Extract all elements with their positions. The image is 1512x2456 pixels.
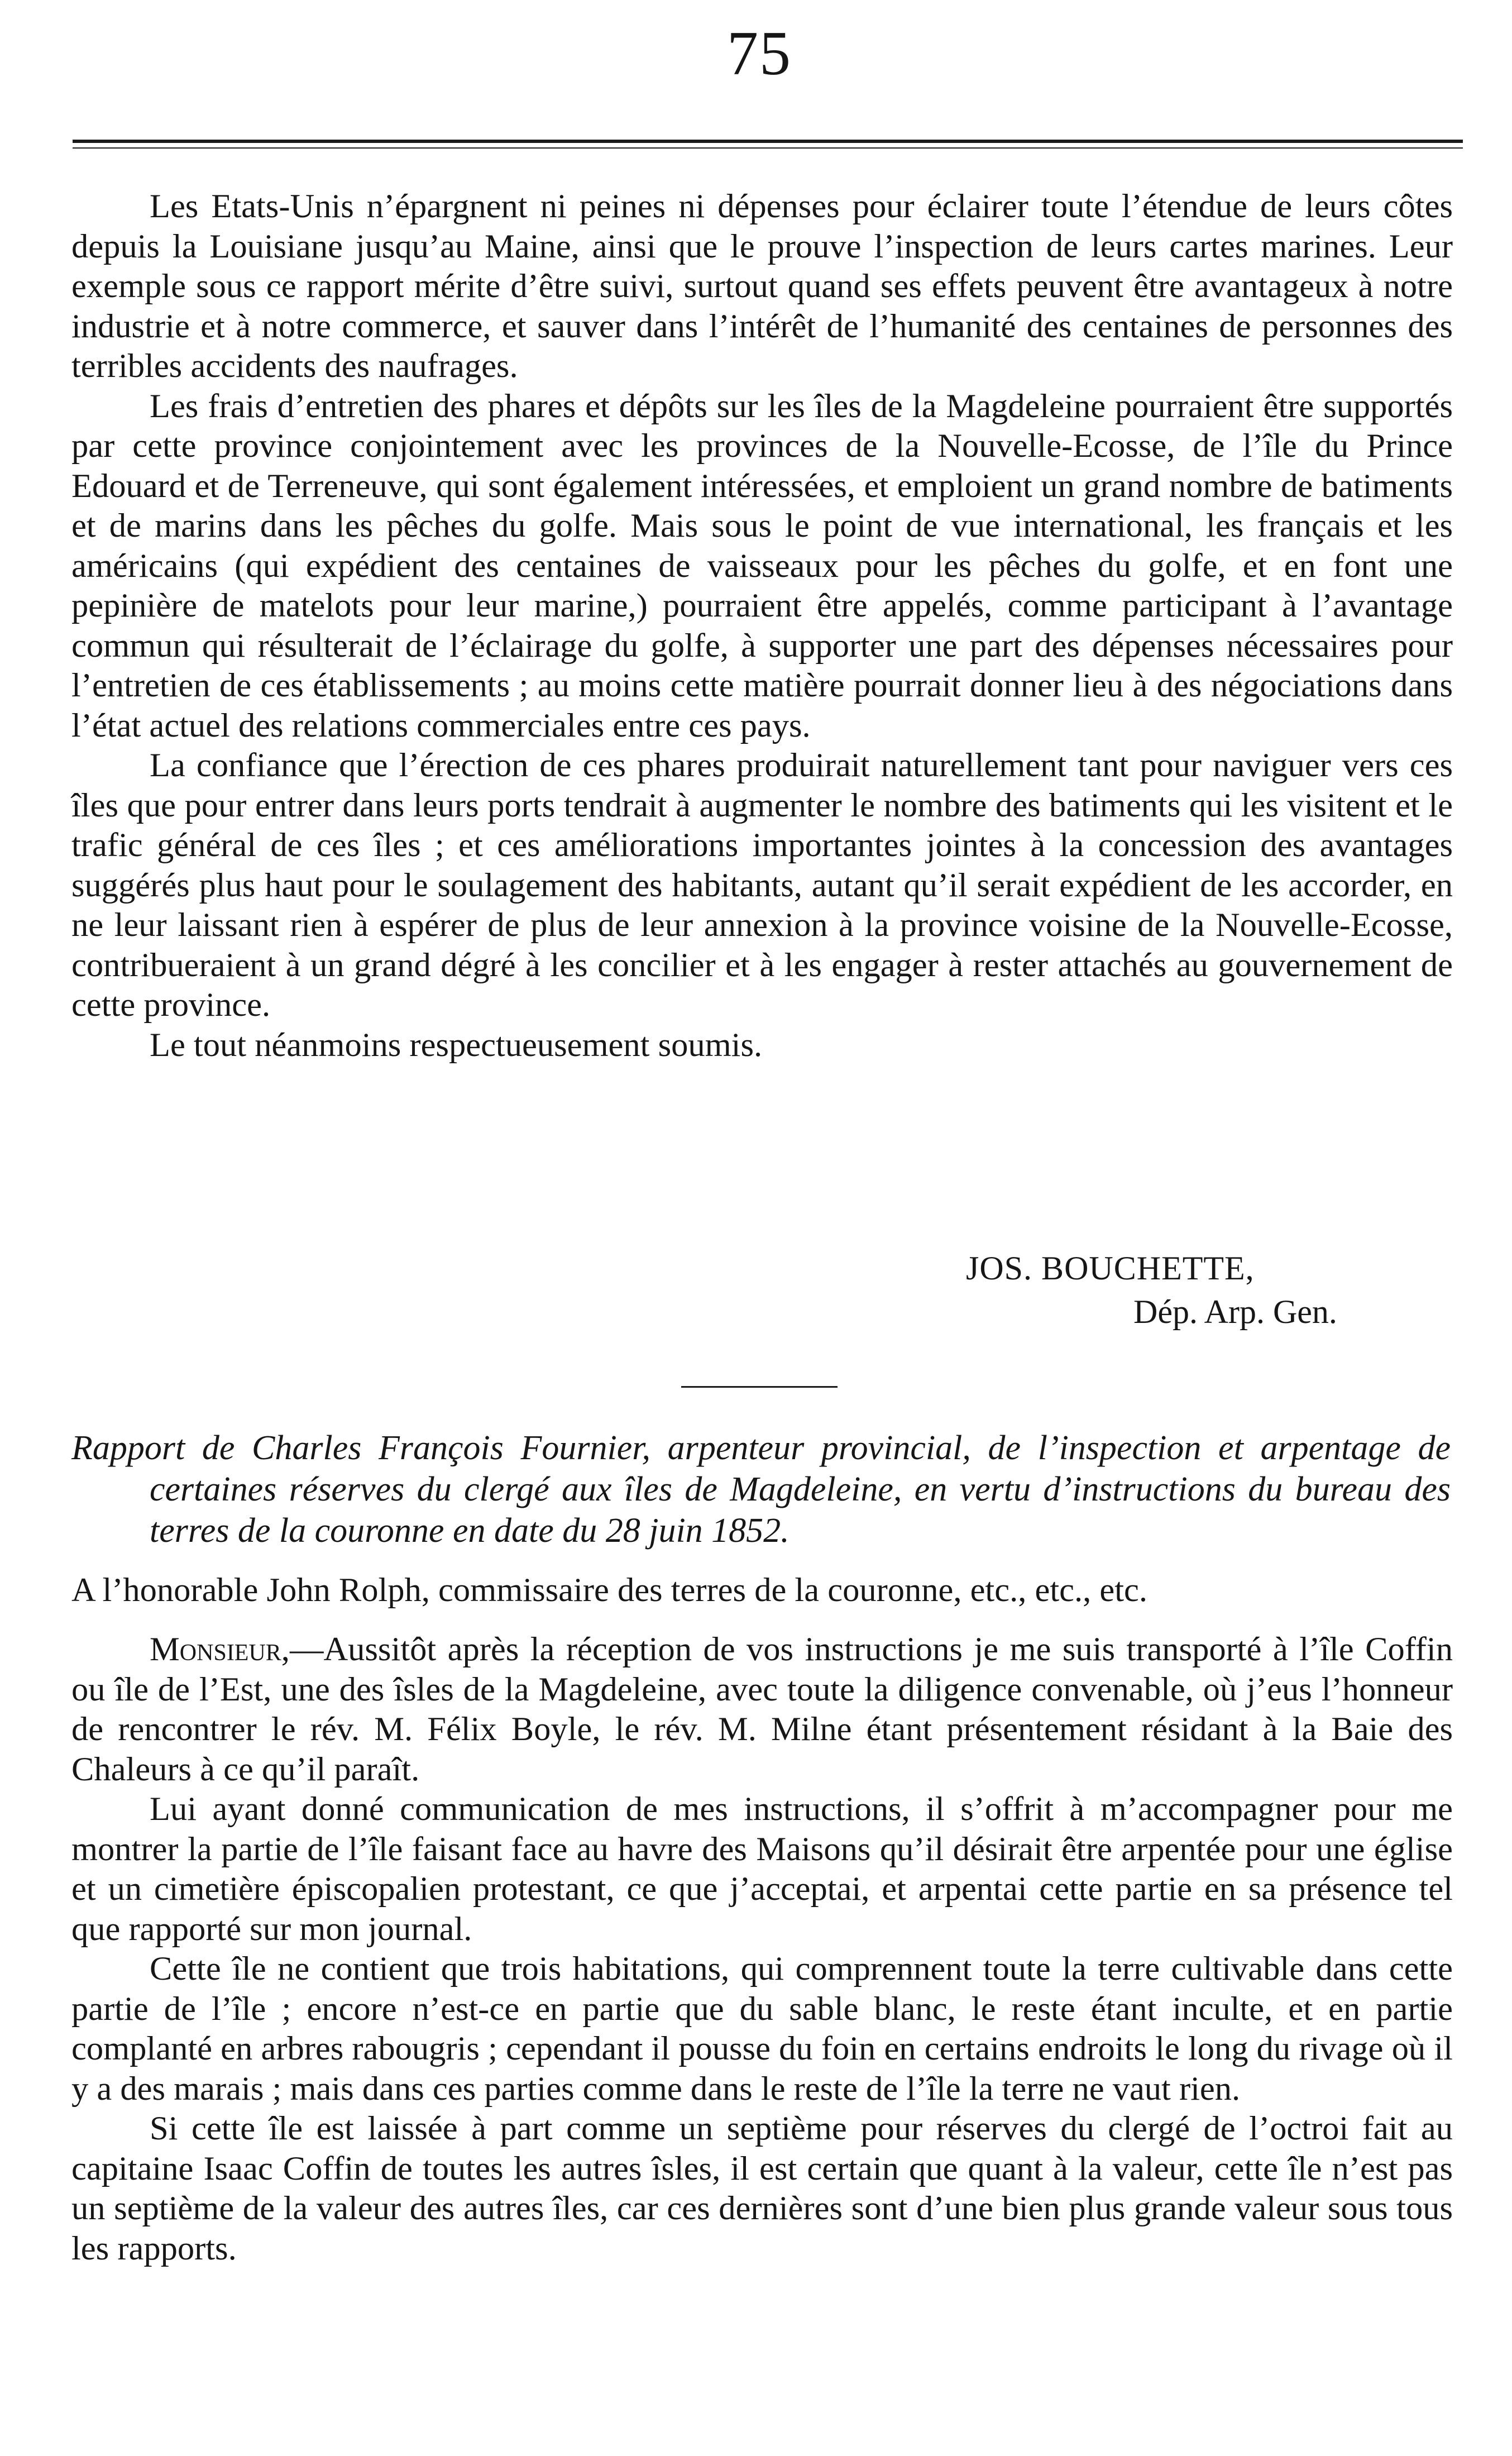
paragraph: Les Etats-Unis n’épargnent ni peines ni dépenses pour éclairer toute l’étendue de leurs côtes depuis la Louisiane jusqu’au Maine, ainsi que le prouve l’inspection de leurs cartes marines. Leur exemple sous ce rapport mérite d’être suivi, surtout quand ses effets peuvent être avantageux à notre industrie et à notre commerce, et sauver dans l’intérêt de l’humanité des centaines de personnes des terribles accidents des naufrages. — [71, 188, 1453, 385]
header-rule-thick — [73, 140, 1463, 143]
paragraph — [71, 1630, 1453, 1789]
section-divider — [681, 1386, 838, 1388]
page-number: 75 — [727, 19, 792, 88]
paragraph: Le tout néanmoins respectueusement soumis. — [150, 1026, 763, 1064]
paragraph: Les frais d’entretien des phares et dépôts sur les îles de la Magdeleine pourraient être supportés par cette province conjointement avec les provinces de la Nouvelle-Ecosse, de l’île du Prince Edouard et de Terreneuve, qui sont également intéressées, et emploient un grand nombre de batiments et de marins dans les pêches du golfe. Mais sous le point de vue international, les français et les américains (qui expédient des centaines de vaisseaux pour les pêches du golfe, et en font une pepinière de matelots pour leur marine,) pourraient être appelés, comme participant à l’avantage commun qui résulterait de l’éclairage du golfe, à supporter une part des dépenses nécessaires pour l’entretien de ces établissements ; au moins cette matière pourrait donner lieu à des négociations dans l’état actuel des relations commerciales entre ces pays. — [71, 387, 1453, 744]
paragraph: Si cette île est laissée à part comme un septième pour réserves du clergé de l’octroi fait au capitaine Isaac Coffin de toutes les autres îsles, il est certain que quant à la valeur, cette île n’est pas un septième de la valeur des autres îles, car ces dernières sont d’une bien plus grande valeur sous tous les rapports. — [71, 2110, 1453, 2267]
paragraph-text: —Aussitôt après la réception de vos instructions je me suis transporté à l’île Coffin ou île de l’Est, une des îsles de la Magdeleine, avec toute la diligence convenable, où j’eus l’honneur de rencontrer le rév. M. Félix Boyle, le rév. M. Milne étant présentement résidant à la Baie des Chaleurs à ce qu’il paraît. — [71, 1631, 1453, 1788]
signature-title: Dép. Arp. Gen. — [1133, 1293, 1337, 1330]
paragraph: Lui ayant donné communication de mes instructions, il s’offrit à m’accompagner pour me montrer la partie de l’île faisant face au havre des Maisons qu’il désirait être arpentée pour une église et un cimetière épiscopalien protestant, ce que j’acceptai, et arpentai cette partie en sa présence tel que rapporté sur mon journal. — [71, 1790, 1453, 1948]
letter-body — [71, 187, 1453, 1065]
header-rule-thin — [73, 147, 1463, 149]
salutation: Monsieur, — [150, 1631, 290, 1668]
signature-block — [966, 1246, 1468, 1334]
report-title: Rapport de Charles François Fournier, arpenteur provincial, de l’inspection et arpentage de certaines réserves du clergé aux îles de Magdeleine, en vertu d’instructions du bureau des terres de la couronne en date du 28 juin 1852. — [71, 1429, 1451, 1550]
paragraph: Cette île ne contient que trois habitations, qui comprennent toute la terre cultivable dans cette partie de l’île ; encore n’est-ce en partie que du sable blanc, le reste étant inculte, et en partie complanté en arbres rabougris ; cependant il pousse du foin en certains endroits le long du rivage où il y a des marais ; mais dans ces parties comme dans le reste de l’île la terre ne vaut rien. — [71, 1950, 1453, 2108]
report-addressee: A l’honorable John Rolph, commissaire des terres de la couronne, etc., etc., etc. — [71, 1571, 1147, 1609]
paragraph: La confiance que l’érection de ces phares produirait naturellement tant pour naviguer vers ces îles que pour entrer dans leurs ports tendrait à augmenter le nombre des batiments qui les visitent et le trafic général de ces îles ; et ces améliorations importantes jointes à la concession des avantages suggérés plus haut pour le soulagement des habitants, autant qu’il serait expédient de les accorder, en ne leur laissant rien à espérer de plus de leur annexion à la province voisine de la Nouvelle-Ecosse, contribueraient à un grand dégré à les concilier et à les engager à rester attachés au gouvernement de cette province. — [71, 747, 1453, 1024]
report-body — [71, 1630, 1453, 2268]
signature-name: JOS. BOUCHETTE, — [966, 1250, 1255, 1287]
